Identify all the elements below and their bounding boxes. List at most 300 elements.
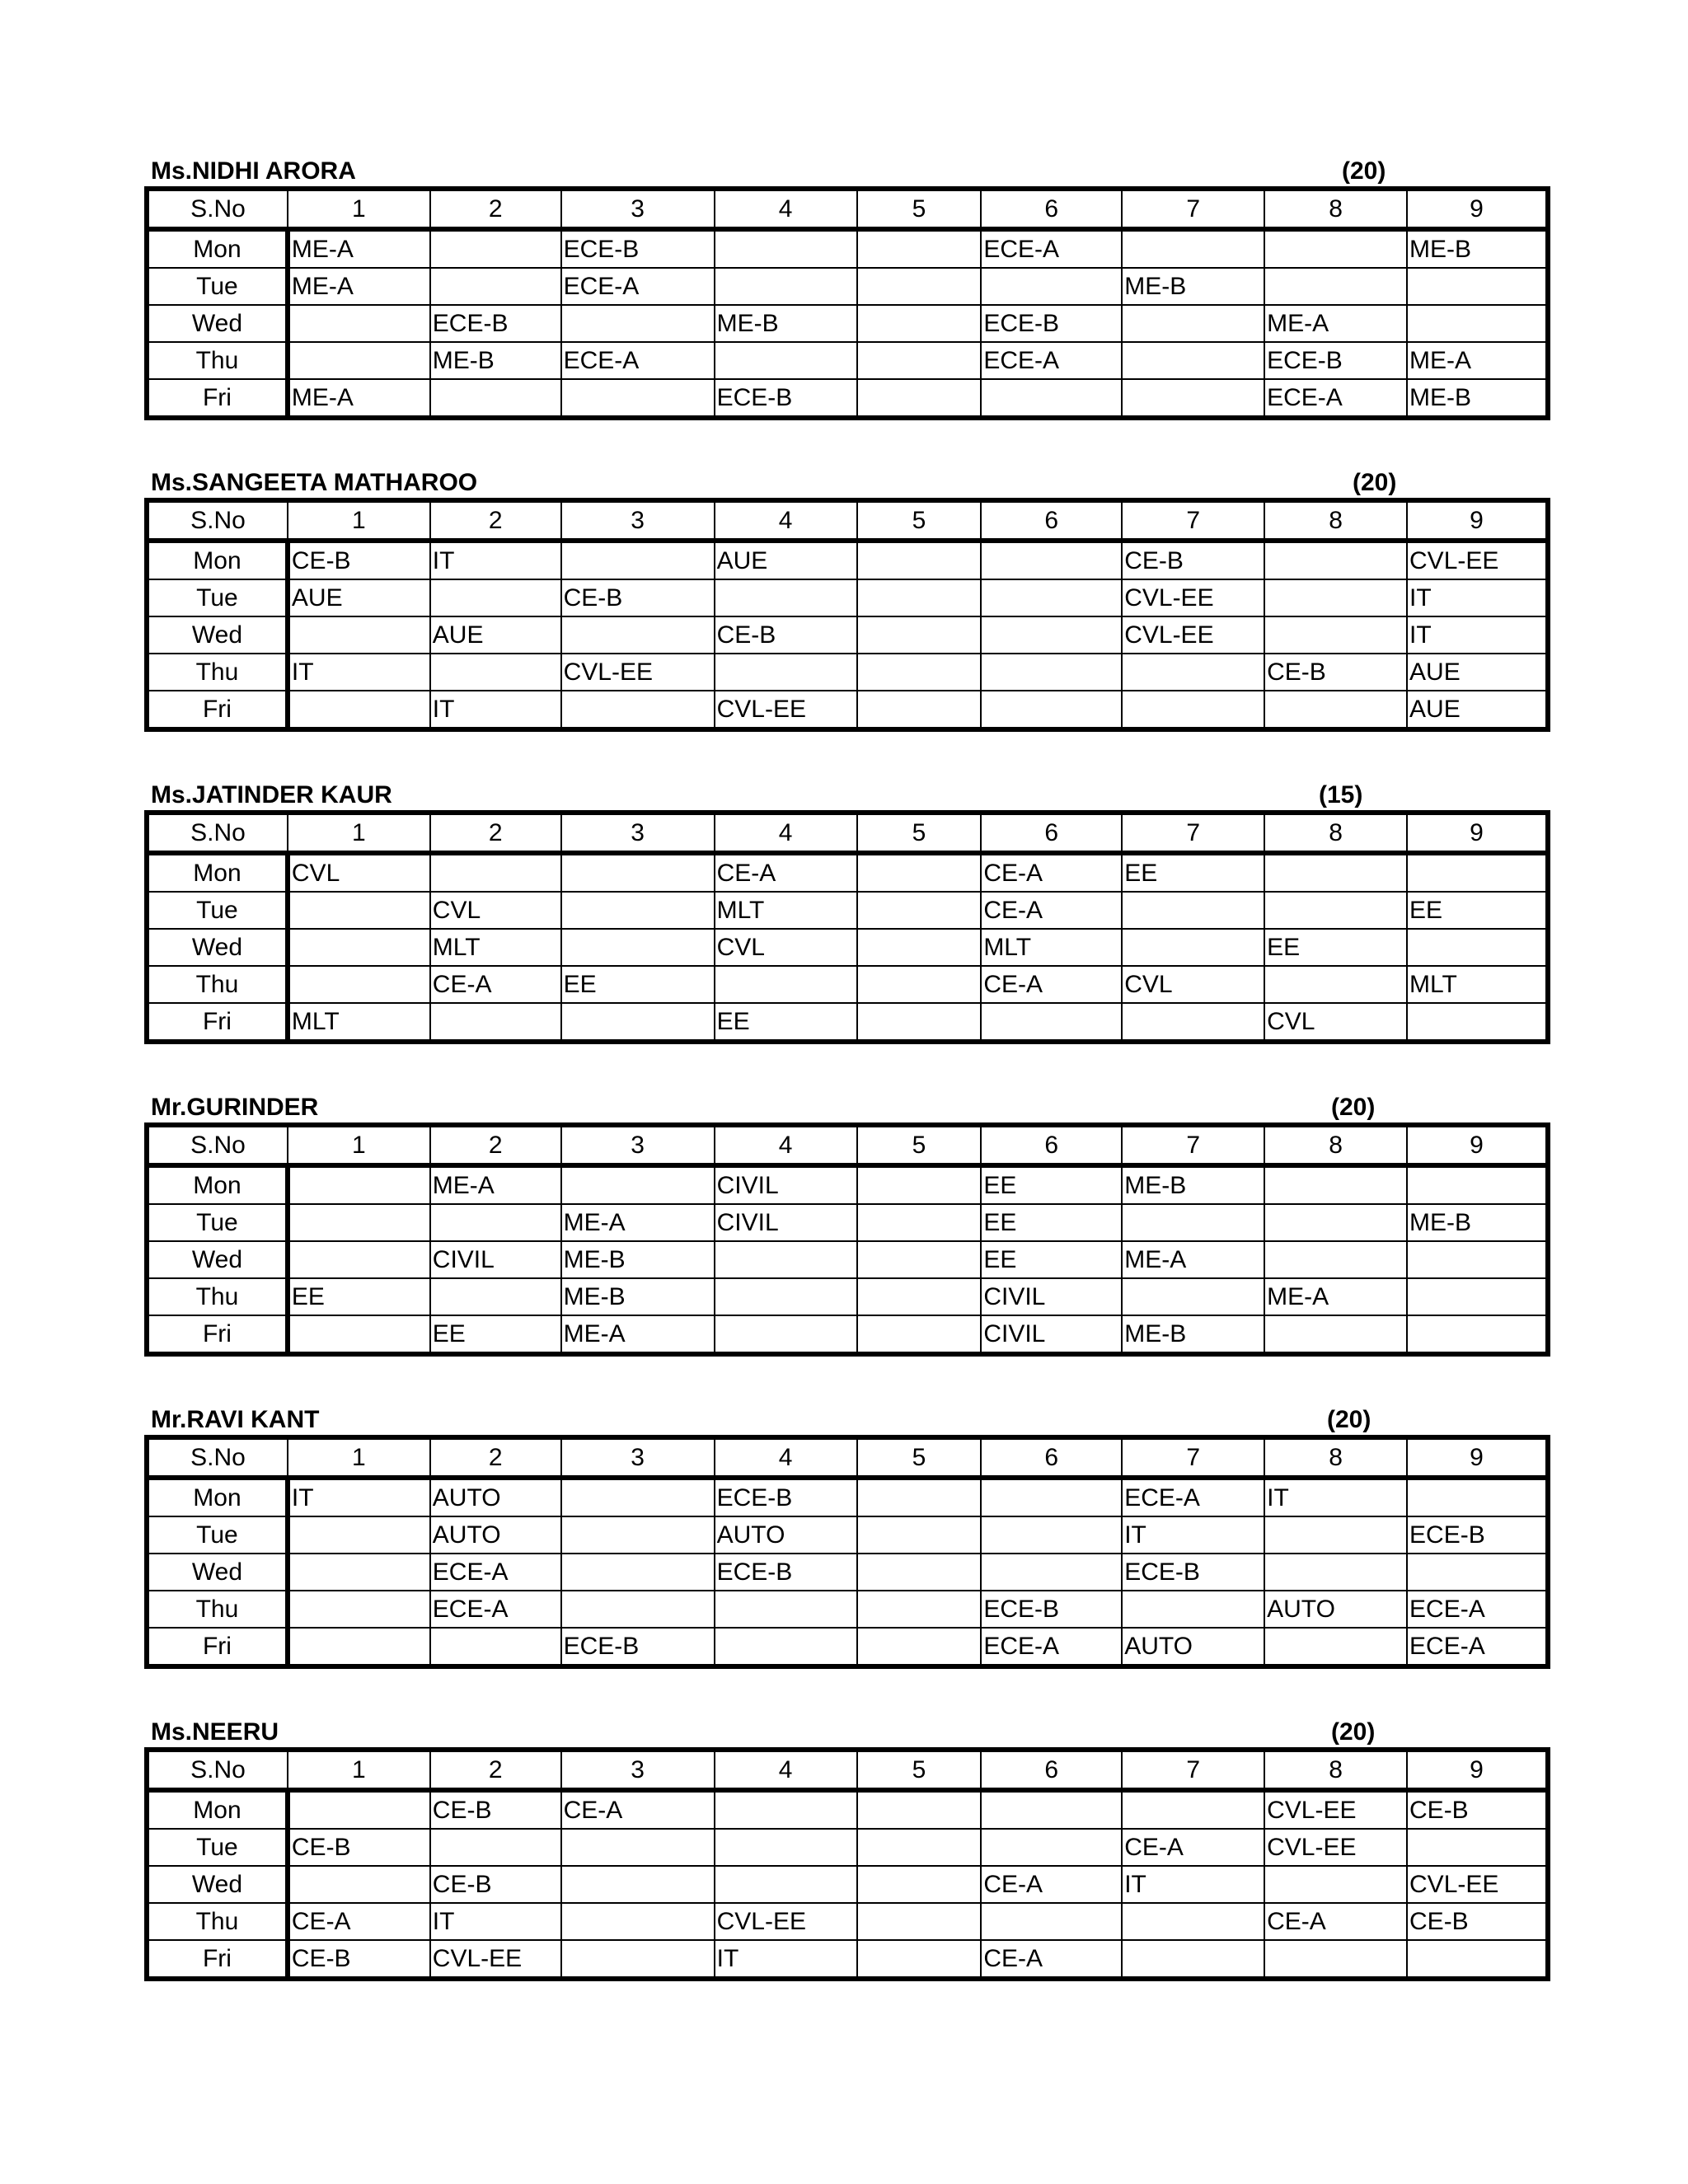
timetable-cell: ME-A: [1122, 1241, 1264, 1278]
timetable-cell: CE-B: [430, 1866, 561, 1903]
period-header: 3: [561, 1125, 715, 1165]
teacher-timetable: [144, 468, 1550, 732]
sno-header: S.No: [147, 1437, 288, 1478]
teacher-load-count: (15): [1319, 781, 1363, 808]
timetable-cell: EE: [288, 1278, 430, 1315]
timetable-cell: [288, 966, 430, 1003]
timetable-cell: ME-A: [288, 379, 430, 418]
timetable-cell: CE-A: [981, 966, 1122, 1003]
timetable-cell: [561, 1940, 715, 1979]
timetable-cell: [288, 892, 430, 929]
timetable-grid: [144, 810, 1550, 1044]
sno-header: S.No: [147, 1125, 288, 1165]
timetable-cell: [857, 1165, 982, 1204]
day-label: Tue: [147, 892, 288, 929]
teacher-header: [144, 157, 1550, 186]
timetable-cell: CE-A: [981, 892, 1122, 929]
table-row: [147, 1241, 1548, 1278]
timetable-cell: IT: [1407, 616, 1548, 654]
timetable-cell: [561, 853, 715, 892]
timetable-cell: [1264, 268, 1407, 305]
timetable-cell: IT: [1122, 1516, 1264, 1554]
timetable-cell: MLT: [430, 929, 561, 966]
timetable-cell: [1264, 1241, 1407, 1278]
timetable-cell: [561, 929, 715, 966]
timetable-cell: [288, 1241, 430, 1278]
timetable-cell: [1264, 579, 1407, 616]
timetable-cell: [1122, 342, 1264, 379]
timetable-cell: CIVIL: [715, 1165, 857, 1204]
timetable-cell: [857, 892, 982, 929]
teacher-timetable: [144, 157, 1550, 420]
period-header: 5: [857, 189, 982, 229]
period-header: 7: [1122, 1750, 1264, 1790]
timetable-cell: [1264, 1204, 1407, 1241]
timetable-cell: CVL-EE: [561, 654, 715, 691]
timetable-cell: [1264, 691, 1407, 729]
period-header: 3: [561, 813, 715, 853]
timetable-cell: [430, 853, 561, 892]
table-row: [147, 616, 1548, 654]
timetable-cell: [981, 579, 1122, 616]
timetable-cell: [715, 579, 857, 616]
timetable-cell: ME-A: [1264, 305, 1407, 342]
timetable-cell: [857, 541, 982, 579]
timetable-cell: [715, 1241, 857, 1278]
timetable-cell: ECE-B: [1122, 1554, 1264, 1591]
timetable-cell: AUE: [1407, 654, 1548, 691]
timetable-cell: [561, 691, 715, 729]
timetable-cell: [1407, 1554, 1548, 1591]
timetable-cell: AUE: [288, 579, 430, 616]
timetable-cell: CE-A: [1264, 1903, 1407, 1940]
timetable-cell: CIVIL: [715, 1204, 857, 1241]
day-label: Thu: [147, 1591, 288, 1628]
timetable-cell: CE-A: [715, 853, 857, 892]
period-header: 7: [1122, 500, 1264, 541]
timetable-cell: ME-B: [715, 305, 857, 342]
timetable-cell: [981, 1829, 1122, 1866]
period-header: 1: [288, 500, 430, 541]
period-header: 9: [1407, 189, 1548, 229]
day-label: Mon: [147, 229, 288, 268]
period-header: 7: [1122, 1437, 1264, 1478]
timetable-cell: [857, 1628, 982, 1666]
day-label: Wed: [147, 1241, 288, 1278]
timetable-cell: [1264, 541, 1407, 579]
period-header: 9: [1407, 1125, 1548, 1165]
timetable-cell: CVL-EE: [430, 1940, 561, 1979]
timetable-cell: [561, 541, 715, 579]
timetable-cell: [1264, 853, 1407, 892]
timetable-cell: [288, 305, 430, 342]
timetable-cell: ME-A: [1264, 1278, 1407, 1315]
timetable-cell: ME-A: [288, 229, 430, 268]
timetable-cell: CE-B: [288, 1829, 430, 1866]
timetable-cell: [857, 1241, 982, 1278]
timetable-cell: [857, 1478, 982, 1516]
timetable-cell: [981, 1516, 1122, 1554]
teacher-header: [144, 1405, 1550, 1435]
timetable-cell: CIVIL: [981, 1278, 1122, 1315]
timetable-cell: [857, 1790, 982, 1829]
period-header: 9: [1407, 1750, 1548, 1790]
timetable-cell: [981, 1903, 1122, 1940]
timetable-cell: MLT: [288, 1003, 430, 1042]
timetable-cell: [1122, 1790, 1264, 1829]
table-row: [147, 1278, 1548, 1315]
timetable-cell: CE-A: [981, 853, 1122, 892]
timetable-cell: [857, 268, 982, 305]
timetable-cell: CVL: [288, 853, 430, 892]
period-header: 4: [715, 1125, 857, 1165]
timetable-cell: [857, 1903, 982, 1940]
timetable-cell: [430, 1628, 561, 1666]
period-header: 7: [1122, 189, 1264, 229]
timetable-cell: [981, 379, 1122, 418]
timetable-cell: CE-A: [288, 1903, 430, 1940]
teacher-name: Mr.GURINDER: [151, 1094, 319, 1121]
teacher-load-count: (20): [1327, 1406, 1372, 1433]
timetable-cell: IT: [288, 654, 430, 691]
table-row: [147, 1591, 1548, 1628]
timetable-cell: ME-B: [1407, 229, 1548, 268]
day-label: Thu: [147, 1278, 288, 1315]
timetable-cell: [857, 654, 982, 691]
timetable-cell: [981, 268, 1122, 305]
day-label: Tue: [147, 1829, 288, 1866]
timetable-cell: CVL: [715, 929, 857, 966]
timetable-cell: [981, 616, 1122, 654]
header-row: [147, 1125, 1548, 1165]
day-label: Thu: [147, 1903, 288, 1940]
timetable-cell: ECE-B: [981, 1591, 1122, 1628]
period-header: 3: [561, 189, 715, 229]
timetable-cell: ECE-B: [561, 1628, 715, 1666]
timetable-cell: ECE-A: [1407, 1628, 1548, 1666]
timetable-cell: EE: [715, 1003, 857, 1042]
timetable-cell: [1122, 929, 1264, 966]
timetable-cell: ECE-B: [1264, 342, 1407, 379]
timetable-cell: MLT: [981, 929, 1122, 966]
day-label: Mon: [147, 1165, 288, 1204]
timetable-cell: [1407, 268, 1548, 305]
period-header: 4: [715, 813, 857, 853]
day-label: Wed: [147, 305, 288, 342]
timetable-cell: AUTO: [715, 1516, 857, 1554]
timetable-cell: [1264, 966, 1407, 1003]
timetable-cell: [857, 1315, 982, 1354]
timetable-cell: [430, 1829, 561, 1866]
day-label: Thu: [147, 654, 288, 691]
period-header: 1: [288, 1125, 430, 1165]
teacher-timetable: [144, 780, 1550, 1044]
period-header: 1: [288, 813, 430, 853]
timetable-cell: IT: [430, 691, 561, 729]
teacher-name: Ms.SANGEETA MATHAROO: [151, 469, 478, 496]
timetable-cell: EE: [1122, 853, 1264, 892]
timetable-cell: ECE-B: [430, 305, 561, 342]
timetable-cell: [561, 1554, 715, 1591]
timetable-cell: [857, 1829, 982, 1866]
timetable-cell: ECE-A: [1264, 379, 1407, 418]
timetable-cell: AUE: [430, 616, 561, 654]
timetable-cell: ME-A: [561, 1204, 715, 1241]
timetable-cell: [857, 1554, 982, 1591]
period-header: 9: [1407, 1437, 1548, 1478]
period-header: 4: [715, 500, 857, 541]
timetable-grid: [144, 498, 1550, 732]
table-row: [147, 1940, 1548, 1979]
timetable-cell: IT: [430, 541, 561, 579]
teacher-name: Mr.RAVI KANT: [151, 1406, 320, 1433]
period-header: 8: [1264, 1437, 1407, 1478]
timetable-cell: CE-B: [430, 1790, 561, 1829]
timetable-cell: [857, 1516, 982, 1554]
period-header: 9: [1407, 500, 1548, 541]
timetable-cell: [981, 691, 1122, 729]
table-row: [147, 1165, 1548, 1204]
table-row: [147, 579, 1548, 616]
day-label: Tue: [147, 268, 288, 305]
timetable-cell: CVL-EE: [1264, 1829, 1407, 1866]
timetable-cell: [715, 229, 857, 268]
timetable-cell: CE-A: [981, 1940, 1122, 1979]
sno-header: S.No: [147, 813, 288, 853]
table-row: [147, 853, 1548, 892]
period-header: 5: [857, 813, 982, 853]
period-header: 8: [1264, 500, 1407, 541]
period-header: 2: [430, 189, 561, 229]
period-header: 6: [981, 1437, 1122, 1478]
timetable-cell: [857, 229, 982, 268]
timetable-cell: ECE-B: [715, 1478, 857, 1516]
timetable-cell: [857, 1204, 982, 1241]
timetable-cell: [857, 342, 982, 379]
period-header: 5: [857, 1437, 982, 1478]
timetable-cell: [857, 379, 982, 418]
timetable-cell: [715, 1628, 857, 1666]
sno-header: S.No: [147, 500, 288, 541]
timetable-cell: [857, 305, 982, 342]
table-row: [147, 1829, 1548, 1866]
timetable-cell: CVL: [1264, 1003, 1407, 1042]
timetable-cell: [1122, 1204, 1264, 1241]
timetable-cell: [715, 1790, 857, 1829]
timetable-cell: [1407, 1315, 1548, 1354]
timetable-cell: CVL: [1122, 966, 1264, 1003]
timetable-cell: [1122, 691, 1264, 729]
day-label: Fri: [147, 1940, 288, 1979]
teacher-load-count: (20): [1331, 1718, 1376, 1746]
table-row: [147, 1478, 1548, 1516]
timetable-cell: [1407, 1003, 1548, 1042]
timetable-cell: [561, 305, 715, 342]
timetable-cell: [857, 579, 982, 616]
timetable-cell: [857, 853, 982, 892]
timetable-cell: [715, 1829, 857, 1866]
timetable-cell: ECE-A: [561, 268, 715, 305]
day-label: Thu: [147, 966, 288, 1003]
timetable-cell: [561, 1003, 715, 1042]
table-row: [147, 1790, 1548, 1829]
timetable-cell: [715, 1866, 857, 1903]
timetable-cell: AUE: [1407, 691, 1548, 729]
period-header: 2: [430, 1125, 561, 1165]
timetable-cell: [561, 1866, 715, 1903]
period-header: 4: [715, 1437, 857, 1478]
day-label: Wed: [147, 616, 288, 654]
timetable-cell: [715, 1278, 857, 1315]
timetable-cell: ME-A: [561, 1315, 715, 1354]
timetable-cell: ME-A: [1407, 342, 1548, 379]
table-row: [147, 654, 1548, 691]
teacher-timetable: [144, 1405, 1550, 1669]
timetable-cell: AUTO: [1122, 1628, 1264, 1666]
period-header: 3: [561, 1750, 715, 1790]
table-row: [147, 1204, 1548, 1241]
timetable-cell: [857, 1278, 982, 1315]
table-row: [147, 1628, 1548, 1666]
timetable-cell: [1407, 1478, 1548, 1516]
timetable-cell: CE-A: [1122, 1829, 1264, 1866]
timetable-cell: CE-B: [561, 579, 715, 616]
timetable-cell: [288, 1554, 430, 1591]
table-row: [147, 892, 1548, 929]
timetable-cell: ECE-B: [561, 229, 715, 268]
timetable-cell: [857, 1866, 982, 1903]
period-header: 7: [1122, 1125, 1264, 1165]
timetable-cell: [857, 1940, 982, 1979]
day-label: Tue: [147, 1204, 288, 1241]
timetable-cell: IT: [288, 1478, 430, 1516]
teacher-load-count: (20): [1342, 157, 1386, 185]
period-header: 8: [1264, 813, 1407, 853]
timetable-cell: [561, 1591, 715, 1628]
day-label: Fri: [147, 1315, 288, 1354]
timetable-cell: [1264, 616, 1407, 654]
timetable-cell: [1264, 1628, 1407, 1666]
period-header: 2: [430, 500, 561, 541]
timetable-cell: AUTO: [1264, 1591, 1407, 1628]
timetable-cell: CVL-EE: [715, 691, 857, 729]
timetable-cell: [561, 892, 715, 929]
timetable-cell: AUTO: [430, 1478, 561, 1516]
timetable-cell: [288, 929, 430, 966]
timetable-cell: [430, 1204, 561, 1241]
header-row: [147, 1750, 1548, 1790]
timetable-cell: [1407, 853, 1548, 892]
timetable-cell: [1407, 929, 1548, 966]
period-header: 5: [857, 500, 982, 541]
table-row: [147, 966, 1548, 1003]
timetable-cell: [288, 342, 430, 379]
period-header: 1: [288, 1750, 430, 1790]
timetable-cell: CVL: [430, 892, 561, 929]
timetable-cell: [288, 616, 430, 654]
timetable-cell: MLT: [715, 892, 857, 929]
teacher-header: [144, 468, 1550, 498]
timetable-cell: ECE-A: [1122, 1478, 1264, 1516]
timetable-cell: CVL-EE: [715, 1903, 857, 1940]
period-header: 6: [981, 813, 1122, 853]
timetable-cell: ME-B: [430, 342, 561, 379]
timetable-cell: [715, 966, 857, 1003]
timetable-cell: [715, 342, 857, 379]
timetable-cell: [288, 1628, 430, 1666]
table-row: [147, 1516, 1548, 1554]
period-header: 5: [857, 1125, 982, 1165]
timetable-cell: [981, 1790, 1122, 1829]
timetable-cell: EE: [981, 1165, 1122, 1204]
timetable-cell: [561, 1516, 715, 1554]
day-label: Tue: [147, 1516, 288, 1554]
teacher-header: [144, 1718, 1550, 1747]
timetable-cell: [715, 1591, 857, 1628]
timetable-cell: ECE-B: [715, 1554, 857, 1591]
timetable-cell: ME-B: [561, 1241, 715, 1278]
timetable-cell: AUE: [715, 541, 857, 579]
timetable-cell: [1264, 1165, 1407, 1204]
timetable-cell: CIVIL: [981, 1315, 1122, 1354]
timetable-cell: CE-B: [1407, 1903, 1548, 1940]
table-row: [147, 305, 1548, 342]
timetable-cell: [430, 229, 561, 268]
timetable-grid: [144, 1747, 1550, 1981]
timetable-cell: IT: [1122, 1866, 1264, 1903]
table-row: [147, 268, 1548, 305]
header-row: [147, 813, 1548, 853]
timetable-cell: ECE-B: [1407, 1516, 1548, 1554]
timetable-cell: [1264, 1940, 1407, 1979]
timetable-cell: ME-B: [1407, 1204, 1548, 1241]
timetable-cell: ECE-A: [981, 342, 1122, 379]
timetable-cell: ECE-A: [981, 229, 1122, 268]
table-row: [147, 229, 1548, 268]
period-header: 1: [288, 189, 430, 229]
timetable-cell: [430, 579, 561, 616]
timetable-cell: [981, 1478, 1122, 1516]
timetable-grid: [144, 1122, 1550, 1357]
timetable-cell: CIVIL: [430, 1241, 561, 1278]
timetable-cell: CE-A: [430, 966, 561, 1003]
timetable-cell: MLT: [1407, 966, 1548, 1003]
timetable-cell: [1122, 654, 1264, 691]
timetable-cell: [1264, 1866, 1407, 1903]
timetable-cell: [1122, 1940, 1264, 1979]
timetable-cell: [1264, 1315, 1407, 1354]
period-header: 5: [857, 1750, 982, 1790]
day-label: Wed: [147, 929, 288, 966]
timetable-cell: EE: [1407, 892, 1548, 929]
timetable-cell: [288, 1165, 430, 1204]
teacher-timetable: [144, 1718, 1550, 1981]
table-row: [147, 1866, 1548, 1903]
timetable-cell: IT: [715, 1940, 857, 1979]
timetable-cell: [1122, 1278, 1264, 1315]
timetable-cell: CE-B: [715, 616, 857, 654]
timetable-cell: CVL-EE: [1122, 616, 1264, 654]
timetable-cell: [288, 1591, 430, 1628]
timetable-cell: [430, 379, 561, 418]
timetable-cell: ME-B: [1407, 379, 1548, 418]
timetable-cell: [1264, 1554, 1407, 1591]
timetable-cell: [1122, 1591, 1264, 1628]
teacher-timetable: [144, 1093, 1550, 1357]
period-header: 6: [981, 500, 1122, 541]
day-label: Mon: [147, 853, 288, 892]
timetable-cell: [561, 1165, 715, 1204]
